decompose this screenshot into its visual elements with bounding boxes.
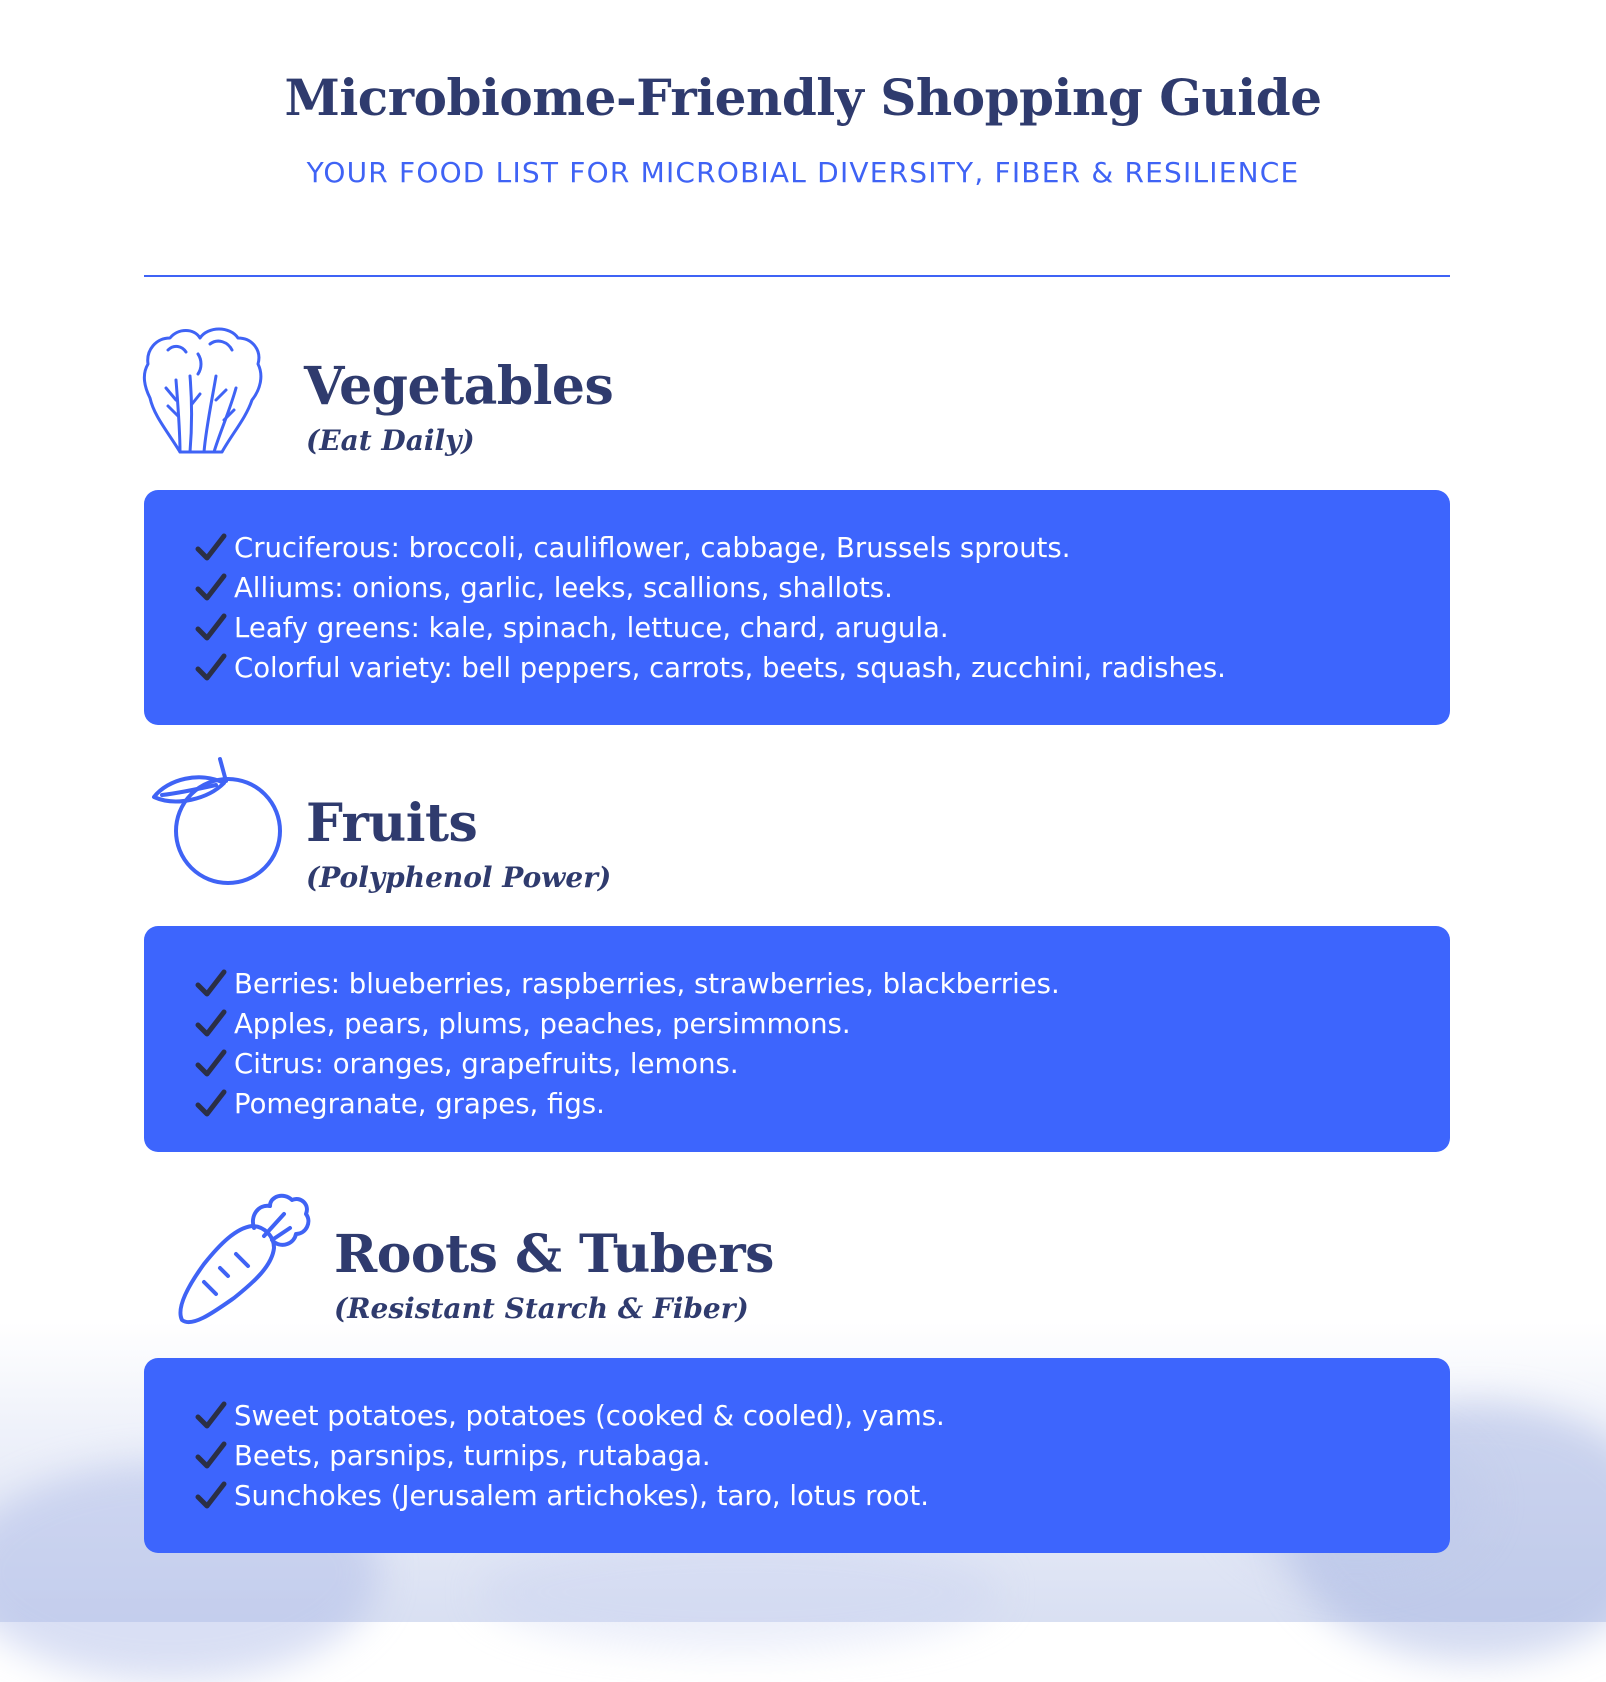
section-title-roots-tubers: Roots & Tubers [334,1224,774,1285]
list-item [194,1436,1450,1476]
list-item-text: Alliums: onions, garlic, leeks, scallions, shallots. [234,572,893,604]
carrot-icon [174,1190,314,1330]
fruits-list-card [144,926,1450,1152]
section-title-vegetables: Vegetables [304,356,614,417]
roots-tubers-list-card [144,1358,1450,1553]
list-item-text: Beets, parsnips, turnips, rutabaga. [234,1440,711,1472]
section-subtitle-vegetables: (Eat Daily) [306,424,475,457]
check-icon [194,1440,228,1472]
list-item [194,1476,1450,1516]
check-icon [194,1048,228,1080]
list-item-text: Cruciferous: broccoli, cauliflower, cabbage, Brussels sprouts. [234,532,1071,564]
check-icon [194,1008,228,1040]
check-icon [194,968,228,1000]
list-item-text: Pomegranate, grapes, figs. [234,1088,605,1120]
list-item [194,964,1450,1004]
list-item-text: Sweet potatoes, potatoes (cooked & cooled), yams. [234,1400,945,1432]
check-icon [194,532,228,564]
list-item [194,648,1450,688]
list-item [194,1004,1450,1044]
list-item-text: Sunchokes (Jerusalem artichokes), taro, lotus root. [234,1480,930,1512]
check-icon [194,1400,228,1432]
list-item-text: Berries: blueberries, raspberries, strawberries, blackberries. [234,968,1060,1000]
list-item [194,1044,1450,1084]
check-icon [194,1088,228,1120]
list-item [194,568,1450,608]
list-item [194,608,1450,648]
list-item-text: Colorful variety: bell peppers, carrots, beets, squash, zucchini, radishes. [234,652,1226,684]
list-item [194,1084,1450,1124]
check-icon [194,572,228,604]
section-title-fruits: Fruits [306,793,478,854]
vegetables-list-card [144,490,1450,725]
list-item-text: Citrus: oranges, grapefruits, lemons. [234,1048,739,1080]
list-item-text: Leafy greens: kale, spinach, lettuce, chard, arugula. [234,612,949,644]
orange-fruit-icon [150,755,290,890]
list-item [194,528,1450,568]
check-icon [194,612,228,644]
divider [144,275,1450,277]
list-item [194,1396,1450,1436]
lettuce-icon [140,320,266,460]
section-subtitle-fruits: (Polyphenol Power) [306,861,612,894]
page-title: Microbiome-Friendly Shopping Guide [284,68,1322,127]
check-icon [194,1480,228,1512]
check-icon [194,652,228,684]
section-subtitle-roots-tubers: (Resistant Starch & Fiber) [334,1292,749,1325]
list-item-text: Apples, pears, plums, peaches, persimmons. [234,1008,851,1040]
page-subtitle: YOUR FOOD LIST FOR MICROBIAL DIVERSITY, FIBER & RESILIENCE [306,156,1300,189]
